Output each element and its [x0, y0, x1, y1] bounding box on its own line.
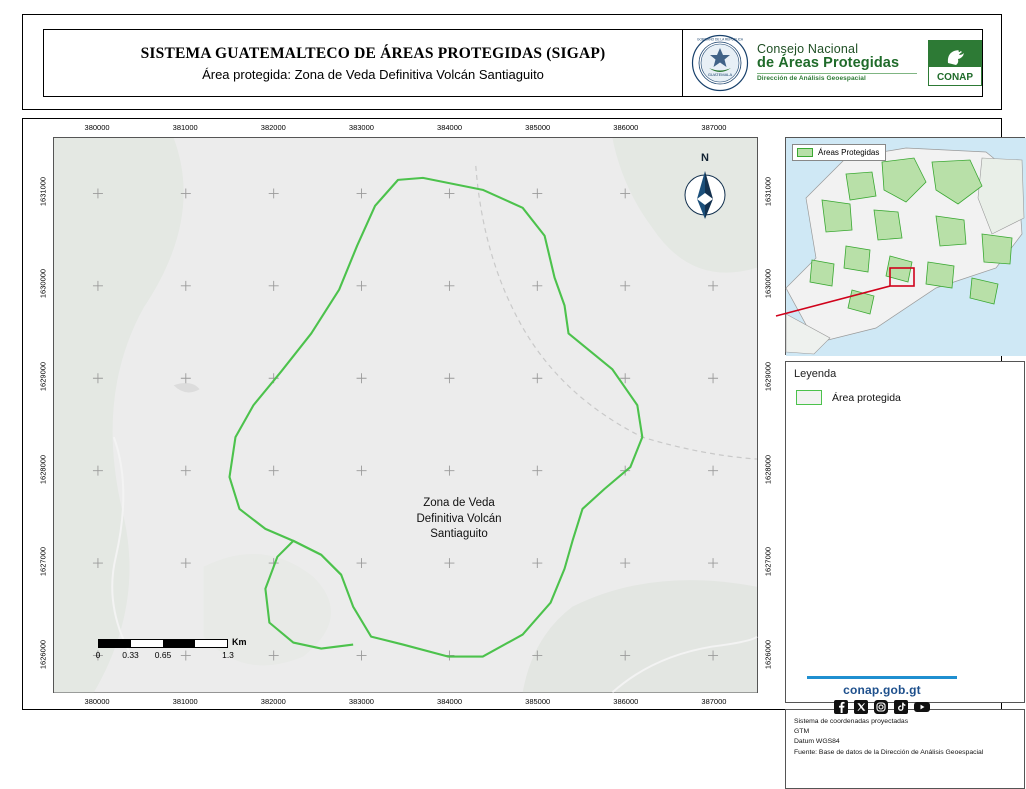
- metadata-line-2: GTM: [794, 728, 810, 736]
- map-canvas-area[interactable]: [53, 137, 758, 693]
- y-axis-tick: 1626000: [38, 639, 48, 670]
- y-axis-tick: 1630000: [38, 269, 48, 299]
- title-text-group: [44, 45, 682, 82]
- y-axis-tick: 1629000: [38, 361, 48, 392]
- legend-title: Leyenda: [794, 368, 837, 380]
- y-axis-tick: 1631000: [38, 176, 48, 206]
- svg-text:GUATEMALA: GUATEMALA: [707, 72, 733, 77]
- y-axis-tick: 1626000: [763, 639, 773, 670]
- x-axis-tick: 381000: [172, 697, 198, 706]
- x-axis-tick: 385000: [525, 123, 551, 132]
- x-axis-tick: 382000: [260, 123, 286, 132]
- instagram-icon[interactable]: [874, 700, 888, 719]
- legend-panel: [785, 361, 1025, 703]
- brand-line-1: Consejo Nacional: [757, 41, 859, 56]
- y-axis-tick: 1628000: [763, 454, 773, 484]
- legend-label-protected-area: Área protegida: [832, 391, 901, 404]
- scale-bar-segments: [98, 639, 228, 648]
- scale-bar-unit: Km: [232, 637, 247, 647]
- legend-item-protected-area: [796, 390, 901, 405]
- north-arrow-label: N: [701, 152, 709, 164]
- x-axis-tick: 380000: [84, 123, 110, 132]
- metadata-text: [794, 717, 983, 758]
- conap-logo-label: CONAP: [936, 72, 974, 83]
- footer-website-link[interactable]: conap.gob.gt: [843, 682, 921, 697]
- title-block: [22, 14, 1002, 110]
- y-axis-tick: 1628000: [38, 454, 48, 484]
- axis-top: [53, 121, 758, 135]
- x-axis-tick: 381000: [172, 123, 198, 132]
- scale-tick-1: 0.33: [122, 650, 139, 660]
- x-axis-tick: 384000: [437, 123, 463, 132]
- youtube-icon[interactable]: [914, 700, 930, 719]
- social-links: [762, 700, 1002, 719]
- government-seal-icon: [691, 34, 749, 92]
- north-arrow: [675, 152, 735, 232]
- inset-legend: [792, 144, 886, 161]
- brand-divider: [757, 73, 917, 74]
- y-axis-tick: 1631000: [763, 176, 773, 206]
- page-subtitle: Área protegida: Zona de Veda Definitiva Volcán Santiaguito: [202, 66, 544, 82]
- x-axis-tick: 384000: [437, 697, 463, 706]
- y-axis-tick: 1630000: [763, 269, 773, 299]
- y-axis-tick: 1627000: [763, 547, 773, 577]
- scale-bar-ticks: [95, 650, 234, 664]
- y-axis-tick: 1629000: [763, 361, 773, 392]
- area-label-line-2: Definitiva Volcán: [416, 512, 502, 525]
- metadata-line-1: Sistema de coordenadas proyectadas: [794, 718, 909, 725]
- legend-swatch-protected-area: [796, 390, 822, 405]
- x-axis-tick: 383000: [348, 123, 374, 132]
- inset-locator-map[interactable]: [785, 137, 1025, 355]
- x-axis-tick: 380000: [84, 697, 110, 706]
- compass-icon: [682, 165, 728, 225]
- inset-legend-swatch: [797, 148, 813, 157]
- page-title: SISTEMA GUATEMALTECO DE ÁREAS PROTEGIDAS (SIGAP): [140, 44, 606, 62]
- axis-bottom: [53, 695, 758, 709]
- footer-divider: [807, 676, 957, 679]
- svg-text:GOBIERNO DE LA REPÚBLICA: GOBIERNO DE LA REPÚBLICA: [696, 37, 744, 42]
- metadata-panel: [785, 709, 1025, 789]
- scale-bar: [95, 637, 247, 664]
- map-frame: [22, 118, 1002, 756]
- x-axis-tick: 387000: [701, 697, 727, 706]
- metadata-line-4: Fuente: Base de datos de la Dirección de Análisis Geoespacial: [794, 748, 984, 756]
- x-axis-tick: 386000: [613, 697, 639, 706]
- x-axis-tick: 383000: [348, 697, 374, 706]
- axis-right: [760, 137, 776, 693]
- quetzal-icon: [940, 44, 970, 66]
- x-axis-tick: 387000: [701, 123, 727, 132]
- area-label-line-1: Zona de Veda: [423, 497, 495, 509]
- brand-line-3: Dirección de Análisis Geoespacial: [757, 75, 866, 83]
- scale-tick-0: 0: [95, 650, 101, 660]
- metadata-line-3: Datum WGS84: [794, 738, 840, 746]
- scale-tick-2: 0.65: [154, 650, 172, 660]
- conap-wordmark: [749, 43, 922, 83]
- area-label-line-3: Santiaguito: [430, 528, 488, 541]
- brand-line-2: de Áreas Protegidas: [757, 55, 900, 72]
- title-inner-frame: [43, 29, 983, 97]
- x-axis-tick: 385000: [525, 697, 551, 706]
- tiktok-icon[interactable]: [894, 700, 908, 719]
- y-axis-tick: 1627000: [38, 547, 48, 577]
- inset-map-graphic: [786, 138, 1026, 356]
- protected-area-label: [384, 496, 534, 543]
- conap-logo: [928, 40, 982, 86]
- x-icon[interactable]: [854, 700, 868, 719]
- map-graphic: [54, 138, 757, 692]
- x-axis-tick: 382000: [260, 697, 286, 706]
- x-axis-tick: 386000: [613, 123, 639, 132]
- axis-left: [35, 137, 51, 693]
- logo-zone: [682, 30, 982, 96]
- scale-tick-3: 1.3: [222, 650, 234, 660]
- inset-legend-label: Áreas Protegidas: [818, 148, 880, 157]
- facebook-icon[interactable]: [834, 700, 848, 719]
- footer: [762, 676, 1002, 720]
